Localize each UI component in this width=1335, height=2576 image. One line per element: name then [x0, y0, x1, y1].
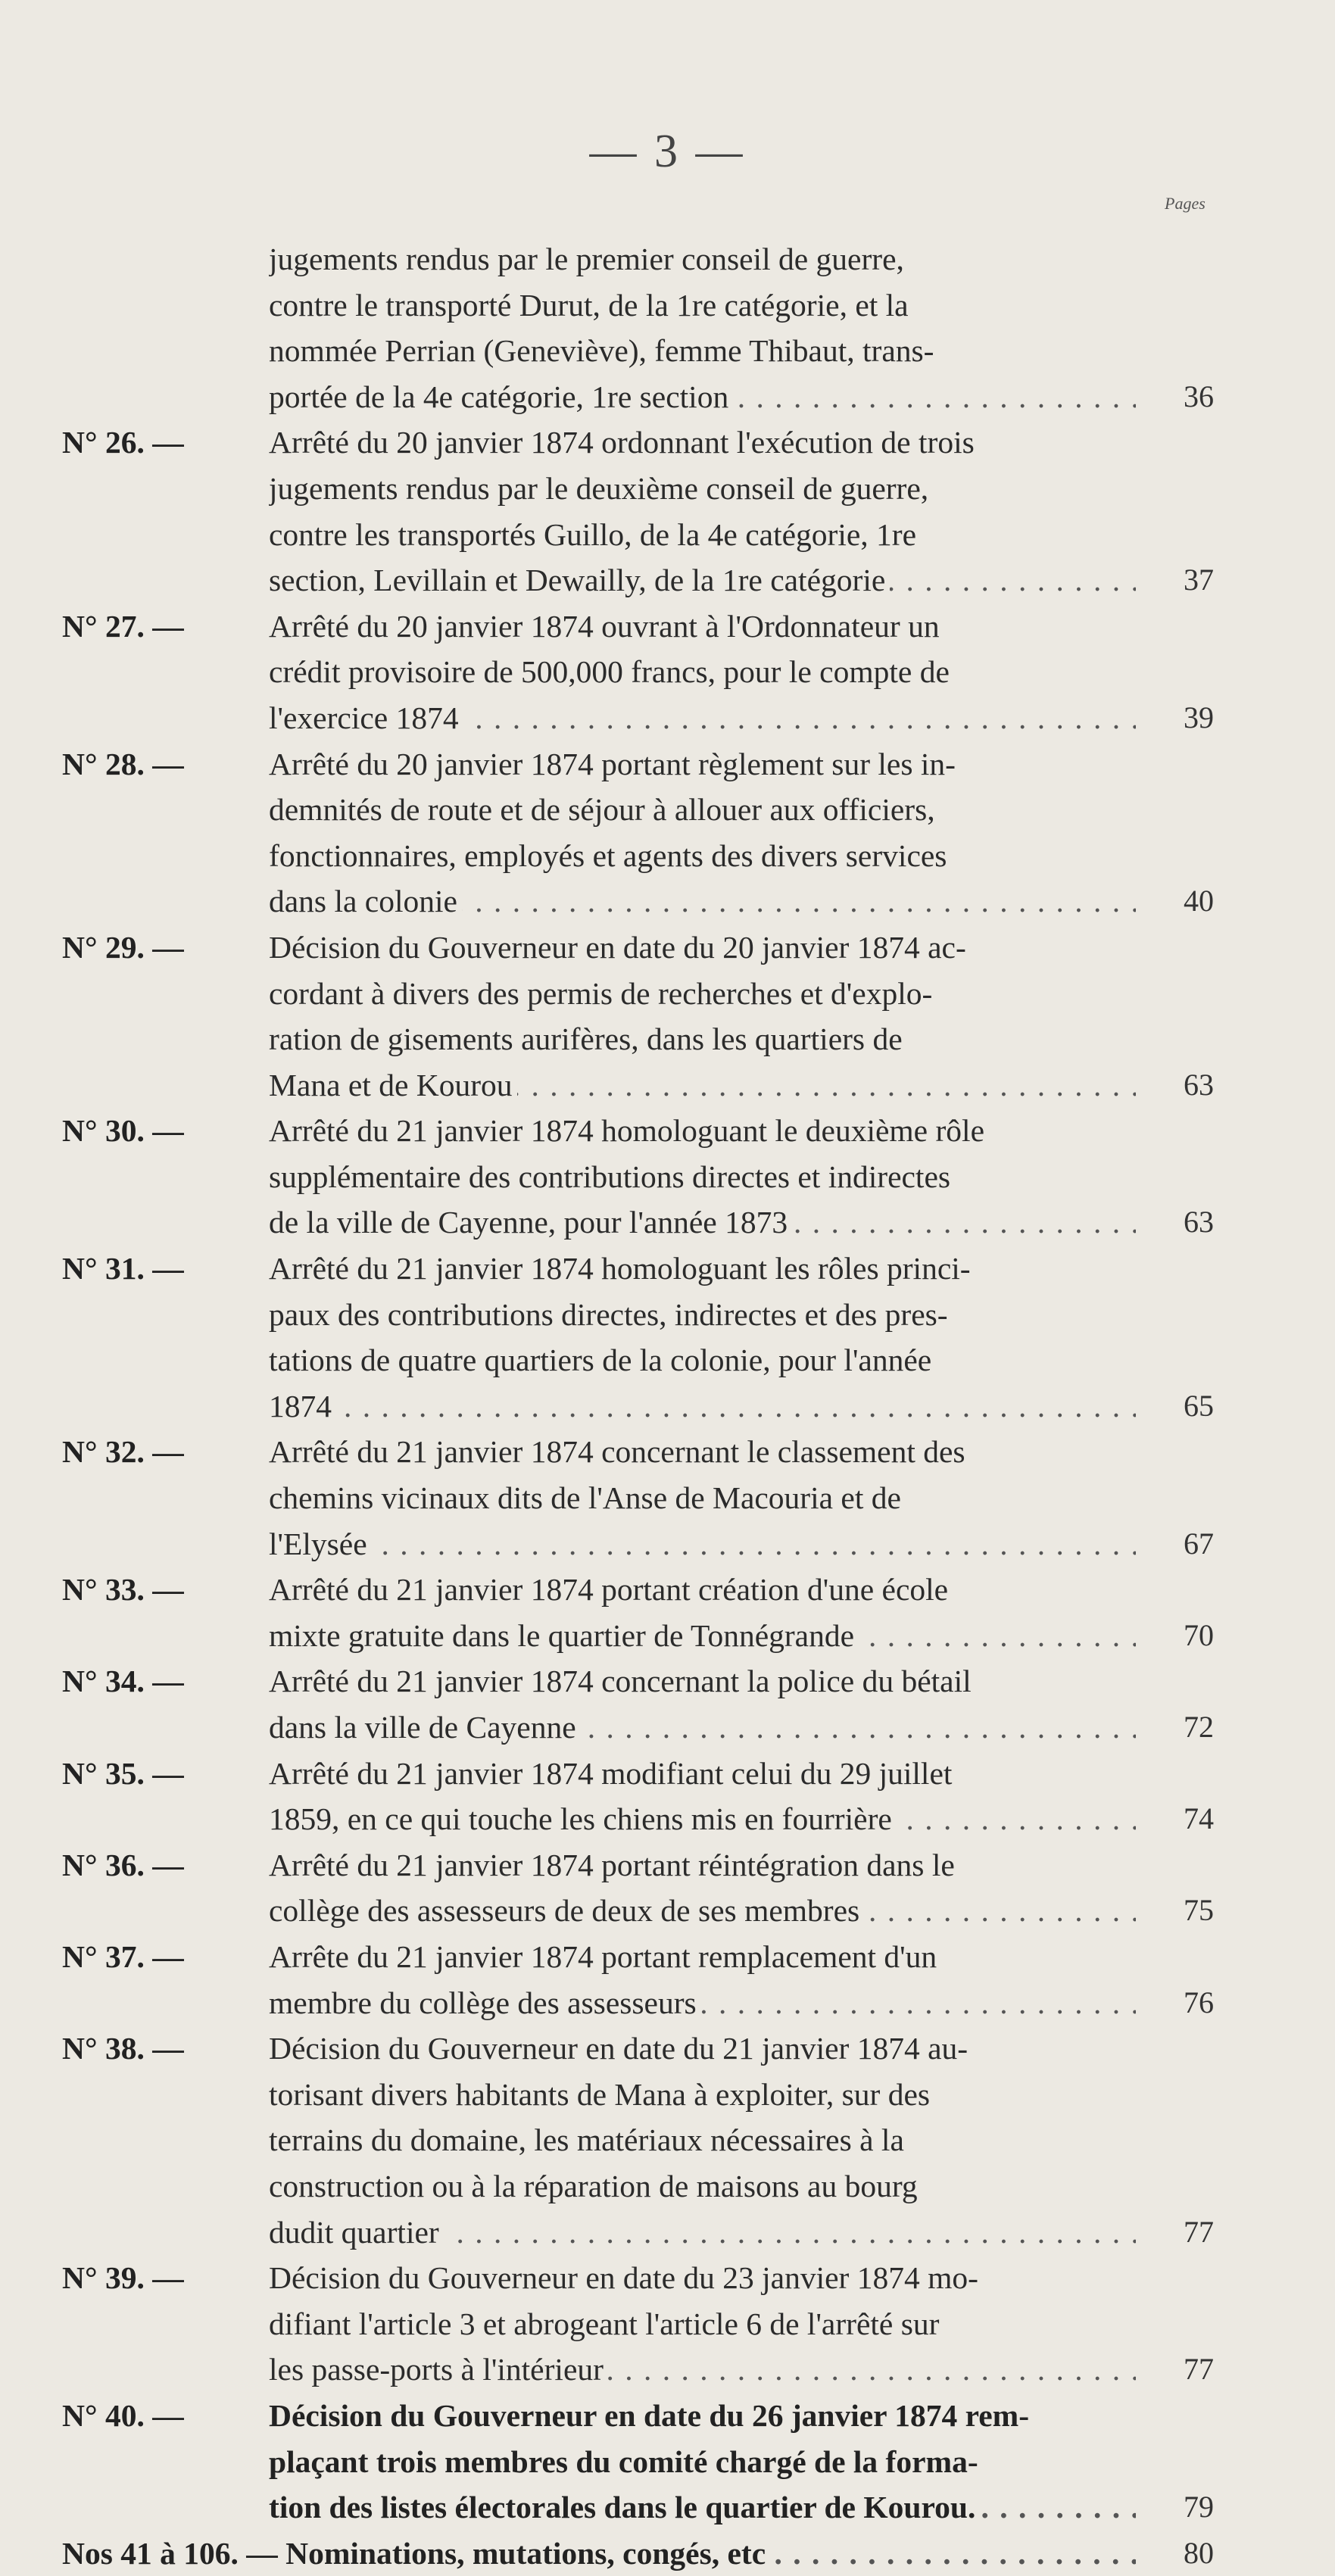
entry-page-number: 39	[1184, 700, 1214, 734]
entry-text-line: tion des listes électorales dans le quartier de Kourou. . . .	[269, 2484, 1136, 2531]
toc-entry	[0, 1429, 1335, 1567]
toc-entry	[0, 1658, 1335, 1750]
entry-text-line: nommée Perrian (Geneviève), femme Thibaut, trans-	[269, 333, 934, 369]
toc-entry	[0, 2255, 1335, 2393]
entry-text-line: Arrête du 21 janvier 1874 portant remplacement d'un	[269, 1938, 937, 1974]
entry-page-number: 72	[1184, 1710, 1214, 1744]
entry-text-line: Arrêté du 21 janvier 1874 portant réintégration dans le	[269, 1847, 955, 1882]
entry-number: N° 30. —	[62, 1113, 184, 1149]
entry-page-number: 70	[1184, 1617, 1214, 1652]
entry-text-line: supplémentaire des contributions directes et indirectes	[269, 1159, 951, 1194]
entry-number: N° 31. —	[62, 1251, 184, 1286]
entry-text-line: Arrêté du 20 janvier 1874 ordonnant l'exécution de trois	[269, 425, 975, 460]
entry-text-line: 1874 . . .	[269, 1383, 1136, 1430]
entry-text-line: Arrêté du 21 janvier 1874 homologuant le deuxième rôle	[269, 1113, 984, 1149]
entry-page-number: 77	[1184, 2214, 1214, 2249]
entry-text-line: Mana et de Kourou . . .	[269, 1062, 1136, 1109]
toc-entry	[0, 2026, 1335, 2255]
entry-text-line: contre le transporté Durut, de la 1re catégorie, et la	[269, 287, 909, 323]
entry-number: N° 29. —	[62, 929, 184, 965]
entry-page-number: 79	[1184, 2490, 1214, 2525]
entry-text-line: portée de la 4e catégorie, 1re section . . .	[269, 374, 1136, 420]
page-number: — 3 —	[589, 126, 746, 177]
entry-text-line: construction ou à la réparation de maisons au bourg	[269, 2168, 918, 2203]
entry-text-line: plaçant trois membres du comité chargé de la forma-	[269, 2443, 978, 2479]
entry-text-line: ration de gisements aurifères, dans les quartiers de	[269, 1021, 903, 1057]
entry-text-line: les passe-ports à l'intérieur . . .	[269, 2347, 1136, 2393]
entry-text-line: torisant divers habitants de Mana à exploiter, sur des	[269, 2076, 931, 2112]
entry-text-line: chemins vicinaux dits de l'Anse de Macouria et de	[269, 1480, 901, 1516]
entry-text-line: de la ville de Cayenne, pour l'année 1873 . . .	[269, 1199, 1136, 1246]
entry-text-line: Arrêté du 21 janvier 1874 homologuant les rôles princi-	[269, 1251, 971, 1286]
entry-number: N° 32. —	[62, 1434, 184, 1470]
entry-text-line: dans la colonie . . .	[269, 878, 1136, 925]
entry-page-number: 67	[1184, 1526, 1214, 1561]
entry-page-number: 76	[1184, 1985, 1214, 2019]
entry-page-number: 65	[1184, 1388, 1214, 1423]
entry-page-number: 63	[1184, 1205, 1214, 1240]
toc-entry	[0, 1934, 1335, 2026]
entry-text-line: l'exercice 1874 . . .	[269, 695, 1136, 741]
entry-text-line: terrains du domaine, les matériaux nécessaires à la	[269, 2122, 904, 2158]
toc-entry	[0, 741, 1335, 925]
entry-text-line: Nos 41 à 106. — Nominations, mutations, congés, etc . . .	[62, 2531, 1136, 2576]
entry-number: N° 38. —	[62, 2031, 184, 2066]
entry-number: N° 34. —	[62, 1664, 184, 1699]
entry-text-line: collège des assesseurs de deux de ses membres . . .	[269, 1888, 1136, 1934]
entry-page-number: 74	[1184, 1801, 1214, 1836]
entry-number: N° 27. —	[62, 608, 184, 644]
entry-text-line: difiant l'article 3 et abrogeant l'article 6 de l'arrêté sur	[269, 2306, 940, 2341]
entry-number: N° 26. —	[62, 425, 184, 460]
table-of-contents	[0, 236, 1335, 2576]
entry-number: N° 35. —	[62, 1755, 184, 1791]
entry-text-line: tations de quatre quartiers de la colonie, pour l'année	[269, 1343, 932, 1378]
entry-text-line: jugements rendus par le premier conseil de guerre,	[269, 242, 904, 276]
entry-text-line: cordant à divers des permis de recherches et d'explo-	[269, 975, 933, 1011]
entry-text-line: demnités de route et de séjour à allouer aux officiers,	[269, 792, 935, 828]
entry-page-number: 63	[1184, 1067, 1214, 1102]
entry-page-number: 77	[1184, 2352, 1214, 2387]
entry-text-line: l'Elysée . . .	[269, 1521, 1136, 1567]
entry-text-line: jugements rendus par le deuxième conseil de guerre,	[269, 470, 929, 506]
entry-text-line: Arrêté du 21 janvier 1874 concernant le classement des	[269, 1434, 965, 1470]
entry-number: N° 33. —	[62, 1572, 184, 1608]
entry-page-number: 40	[1184, 884, 1214, 918]
entry-number: N° 37. —	[62, 1938, 184, 1974]
entry-page-number: 37	[1184, 563, 1214, 597]
toc-entry	[0, 1842, 1335, 1934]
entry-text-line: Arrêté du 21 janvier 1874 concernant la police du bétail	[269, 1664, 972, 1699]
entry-page-number: 80	[1184, 2535, 1214, 2570]
toc-entry	[0, 2393, 1335, 2531]
entry-text-line: Arrêté du 20 janvier 1874 ouvrant à l'Ordonnateur un	[269, 608, 940, 644]
entry-text-line: Décision du Gouverneur en date du 23 janvier 1874 mo-	[269, 2260, 978, 2296]
entry-text-line: fonctionnaires, employés et agents des divers services	[269, 837, 947, 873]
entry-text-line: Arrêté du 21 janvier 1874 portant création d'une école	[269, 1572, 949, 1608]
pages-column-label: Pages	[1165, 194, 1206, 213]
toc-entry	[0, 236, 1335, 419]
toc-entry	[0, 1108, 1335, 1246]
entry-page-number: 36	[1184, 379, 1214, 413]
toc-entry	[0, 1751, 1335, 1842]
toc-entry	[0, 603, 1335, 741]
entry-number: N° 28. —	[62, 746, 184, 781]
toc-entry	[0, 1246, 1335, 1429]
entry-number: N° 39. —	[62, 2260, 184, 2296]
entry-page-number: 75	[1184, 1893, 1214, 1928]
entry-text-line: Décision du Gouverneur en date du 26 janvier 1874 rem-	[269, 2397, 1030, 2433]
entry-text-line: mixte gratuite dans le quartier de Tonnégrande . . .	[269, 1613, 1136, 1659]
toc-entry-final	[0, 2531, 1335, 2576]
entry-number: N° 40. —	[62, 2397, 184, 2433]
toc-entry	[0, 925, 1335, 1108]
entry-text-line: paux des contributions directes, indirectes et des pres-	[269, 1296, 948, 1332]
entry-text-line: crédit provisoire de 500,000 francs, pour le compte de	[269, 654, 950, 690]
entry-text-line: Décision du Gouverneur en date du 21 janvier 1874 au-	[269, 2031, 968, 2066]
entry-text-line: contre les transportés Guillo, de la 4e catégorie, 1re	[269, 516, 917, 552]
entry-text-line: Décision du Gouverneur en date du 20 janvier 1874 ac-	[269, 929, 966, 965]
entry-text-line: 1859, en ce qui touche les chiens mis en fourrière . . .	[269, 1796, 1136, 1842]
entry-text-line: Arrêté du 21 janvier 1874 modifiant celui du 29 juillet	[269, 1755, 953, 1791]
entry-text-line: section, Levillain et Dewailly, de la 1re catégorie . . .	[269, 557, 1136, 603]
entry-number: N° 36. —	[62, 1847, 184, 1882]
entry-text-line: Arrêté du 20 janvier 1874 portant règlement sur les in-	[269, 746, 956, 781]
entry-text-line: dans la ville de Cayenne . . .	[269, 1704, 1136, 1751]
toc-entry	[0, 419, 1335, 603]
entry-text-line: dudit quartier . . .	[269, 2210, 1136, 2256]
entry-text-line: membre du collège des assesseurs . . .	[269, 1980, 1136, 2026]
toc-entry	[0, 1567, 1335, 1658]
